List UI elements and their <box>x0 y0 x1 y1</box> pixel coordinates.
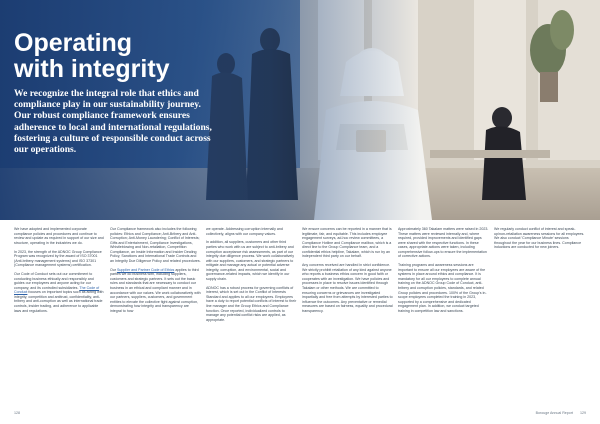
body-columns <box>14 227 586 405</box>
paragraph: In addition, all suppliers, customers and other third parties who work with us are subject to anti-bribery and corruption acceptance risk assessments, as part of our integrity due diligence process. We work collaboratively with our suppliers, customers, and strategic partners to mitigate and manage any actual or potential adverse integrity, corruption, and environmental, social and governance-related impacts, which we identify in our supply chain. <box>206 240 295 281</box>
paragraph: Our Compliance framework also includes the following policies: Ethics and Compliance; Anti-Bribery and Anti-Corruption; Anti-Money Laundering; Conflict of Interests; Gifts and Entertainment, Compliance Investigations, Whistleblowing and Non-retaliation, Competition Compliance, an Inside Information and Insider Dealing Policy, Sanctions and International Trade Controls and an Integrity Due Diligence Policy and related procedures. <box>110 227 201 263</box>
text-column-2 <box>110 227 201 405</box>
paragraph: Our Code of Conduct sets out our commitment to conducting business ethically and responsibly and guides our employees and anyone acting for our company, and its controlled subsidiaries. The Code of Conduct focuses on important topics such as acting with integrity, competition and antitrust, confidentiality, anti-bribery and anti-corruption as well as international trade controls, insider trading, and adherence to applicable laws and regulations. <box>14 272 104 313</box>
paragraph: We ensure concerns can be reported in a manner that is legitimate, fair, and equitable. This includes employee engagement surveys, ad-hoc review committees, a Compliance Hotline and Compliance mailbox, which is a direct line to the Group Compliance team, and a confidential ethics helpline, Takalam, which is run by an independent third party on our behalf. <box>302 227 392 259</box>
supplier-code-link[interactable]: Supplier and Partner Code of Ethics <box>117 267 175 272</box>
page-number-left: 128 <box>14 411 20 415</box>
footer-right <box>530 411 586 415</box>
paragraph: Our Supplier and Partner Code of Ethics applies to third parties we do business with, including suppliers, customers and strategic partners. It sets out the basic rules and standards that are necessary to conduct our business in an ethical and compliant manner and in accordance with our values. We work collaboratively with our partners, suppliers, customers, and government entities to elevate the collective fight against corruption, demonstrating how integrity and transparency are integral to how <box>110 267 201 313</box>
text-column-1 <box>14 227 105 405</box>
text-column-6 <box>494 227 585 405</box>
paragraph: In 2023, the strength of the ADNOC Group Compliance Program was recognized by the award of ISO 37001 (Anti-bribery management systems) and ISO 37301 (Compliance management systems) certification. <box>14 249 102 268</box>
intro-paragraph: We recognize the integral role that ethics and compliance play in our sustainability journey. Our robust compliance framework ensures adherence to local and international regulations, fostering a culture of responsible conduct across our operations. <box>14 88 212 156</box>
paragraph: We have adopted and implemented corporate compliance policies and procedures and continue to review and update as required in support of our size and structure, operating in the industries we do. <box>14 227 104 245</box>
title-line-1: Operating <box>14 29 133 57</box>
text-column-4 <box>302 227 393 405</box>
text-column-5 <box>398 227 489 405</box>
code-of-conduct-link[interactable]: The Code of Conduct <box>14 285 100 295</box>
page-number-right: 129 <box>580 411 586 415</box>
page-title <box>14 30 224 82</box>
paragraph: Training programs and awareness sessions are important to ensure all our employees are aware of the systems in place around ethics and compliance. It is mandatory for all our employees to complete annual training on the ADNOC Group Code of Conduct, anti-bribery and corruption policies, standards, and related Group policies and procedures. 100% of the Group's in-scope employees completed the training in 2023, supported by a comprehensive and dedicated engagement plan. In addition, we conduct targeted training in competition law and sanctions. <box>398 263 487 313</box>
paragraph: Approximately 360 Takalam matters were raised in 2023. These matters were reviewed internally and, where required, provided improvements and identified gaps were shared with the respective functions. In these cases, appropriate actions were taken, including comprehensive follow-ups to ensure the implementation of corrective actions. <box>398 227 489 259</box>
paragraph: ADNOC has a robust process for governing conflicts of interest, which is set out in the Conflict of Interests Standard and applies to all our employees. Employees have a duty to report potential conflicts of interest to their line manager and the Group Ethics and Compliance function. Once reported, individualized controls to manage any potential conflict risks are applied, as appropriate. <box>206 285 297 322</box>
report-name: Borouge Annual Report <box>535 411 573 415</box>
title-line-2: with integrity <box>14 55 170 83</box>
paragraph: Any concerns received are handled in strict confidence. We strictly prohibit retaliation of any kind against anyone who reports a business ethics concern in good faith or cooperates with an investigation. We have policies and processes in place to resolve issues identified through Takalam or other methods. We are committed to ensuring concerns or grievances are investigated impartially and free from attempts by interested parties to influence the outcomes. Any preventative or remedial measures are based on fairness, equality and procedural transparency. <box>302 263 393 313</box>
paragraph: We regularly conduct conflict of interest and speak-up/non-retaliation awareness sessions for all employees. We also conduct 'Compliance Minute' sessions throughout the year for our business lines. Compliance inductions are conducted for new joiners. <box>494 227 585 250</box>
paragraph: we operate. Addressing corruption internally and collectively, aligns with our company values. <box>206 227 283 236</box>
text-column-3 <box>206 227 297 405</box>
